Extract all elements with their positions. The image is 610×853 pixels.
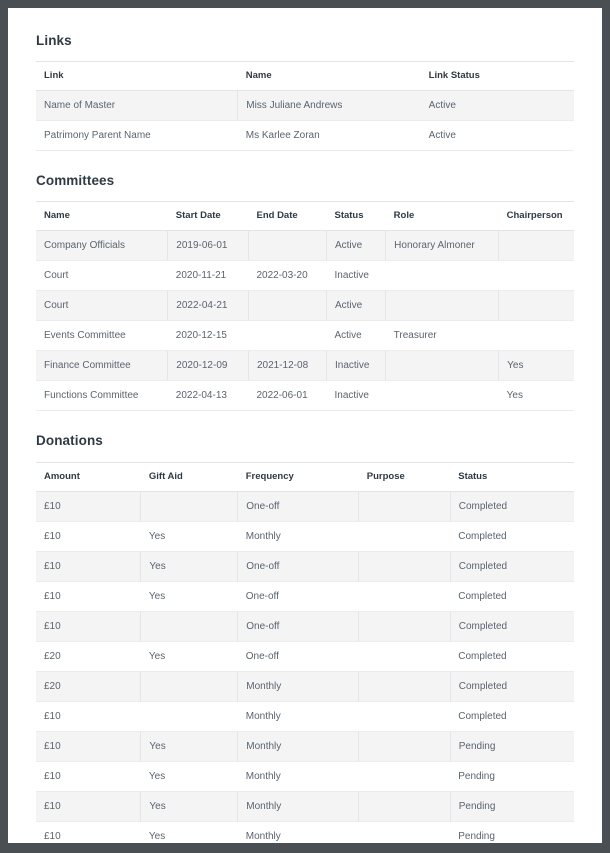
- table-row[interactable]: [36, 121, 574, 151]
- committees-table: [36, 201, 574, 411]
- cell-start-date: 2020-12-09: [168, 351, 249, 381]
- column-header-gift-aid: Gift Aid: [141, 462, 238, 491]
- cell-frequency: Monthly: [238, 761, 359, 791]
- cell-chairperson: [499, 231, 574, 261]
- cell-frequency: One-off: [238, 581, 359, 611]
- cell-role: [386, 351, 499, 381]
- column-header-link: Link: [36, 62, 238, 91]
- table-row[interactable]: [36, 671, 574, 701]
- cell-purpose: [359, 581, 450, 611]
- cell-frequency: One-off: [238, 641, 359, 671]
- cell-status: Pending: [450, 731, 574, 761]
- cell-chairperson: [499, 321, 574, 351]
- cell-amount: £10: [36, 551, 141, 581]
- table-row[interactable]: [36, 821, 574, 843]
- column-header-chairperson: Chairperson: [499, 202, 574, 231]
- cell-amount: £20: [36, 671, 141, 701]
- section-committees: [36, 173, 574, 411]
- cell-purpose: [359, 701, 450, 731]
- cell-status: Inactive: [326, 351, 385, 381]
- cell-status: Inactive: [326, 261, 385, 291]
- table-row[interactable]: [36, 291, 574, 321]
- column-header-end-date: End Date: [248, 202, 326, 231]
- links-table-header: [36, 62, 574, 91]
- cell-frequency: One-off: [238, 491, 359, 521]
- donations-table: [36, 462, 574, 843]
- cell-start-date: 2022-04-13: [168, 381, 249, 411]
- cell-chairperson: [499, 291, 574, 321]
- column-header-name: Name: [36, 202, 168, 231]
- cell-frequency: Monthly: [238, 701, 359, 731]
- cell-role: [386, 291, 499, 321]
- cell-chairperson: [499, 261, 574, 291]
- cell-gift-aid: [141, 701, 238, 731]
- cell-status: Pending: [450, 791, 574, 821]
- cell-end-date: 2022-06-01: [248, 381, 326, 411]
- cell-purpose: [359, 611, 450, 641]
- cell-gift-aid: [141, 611, 238, 641]
- cell-gift-aid: Yes: [141, 551, 238, 581]
- cell-status: Completed: [450, 581, 574, 611]
- cell-amount: £10: [36, 521, 141, 551]
- cell-end-date: [248, 321, 326, 351]
- cell-gift-aid: Yes: [141, 731, 238, 761]
- column-header-start-date: Start Date: [168, 202, 249, 231]
- table-row[interactable]: [36, 381, 574, 411]
- cell-frequency: Monthly: [238, 821, 359, 843]
- cell-name: Company Officials: [36, 231, 168, 261]
- cell-status: Completed: [450, 551, 574, 581]
- cell-role: Treasurer: [386, 321, 499, 351]
- cell-frequency: One-off: [238, 611, 359, 641]
- cell-end-date: [248, 291, 326, 321]
- cell-frequency: Monthly: [238, 791, 359, 821]
- cell-status: Active: [326, 231, 385, 261]
- table-header-row: [36, 62, 574, 91]
- cell-name: Finance Committee: [36, 351, 168, 381]
- cell-purpose: [359, 731, 450, 761]
- cell-name: Ms Karlee Zoran: [238, 121, 421, 151]
- column-header-role: Role: [386, 202, 499, 231]
- links-table: [36, 61, 574, 151]
- section-title-donations: Donations: [36, 433, 103, 449]
- column-header-purpose: Purpose: [359, 462, 450, 491]
- cell-purpose: [359, 491, 450, 521]
- cell-status: Active: [326, 321, 385, 351]
- cell-amount: £10: [36, 581, 141, 611]
- cell-frequency: Monthly: [238, 521, 359, 551]
- cell-gift-aid: Yes: [141, 581, 238, 611]
- table-row[interactable]: [36, 351, 574, 381]
- cell-purpose: [359, 791, 450, 821]
- section-links: [36, 33, 574, 151]
- cell-amount: £10: [36, 611, 141, 641]
- cell-frequency: Monthly: [238, 731, 359, 761]
- cell-link: Patrimony Parent Name: [36, 121, 238, 151]
- donations-table-header: [36, 462, 574, 491]
- cell-role: [386, 261, 499, 291]
- cell-name: Events Committee: [36, 321, 168, 351]
- table-row[interactable]: [36, 261, 574, 291]
- column-header-status: Status: [450, 462, 574, 491]
- section-title-committees: Committees: [36, 173, 115, 189]
- table-header-row: [36, 462, 574, 491]
- cell-end-date: 2021-12-08: [248, 351, 326, 381]
- column-header-frequency: Frequency: [238, 462, 359, 491]
- cell-amount: £10: [36, 791, 141, 821]
- cell-start-date: 2020-11-21: [168, 261, 249, 291]
- cell-amount: £10: [36, 761, 141, 791]
- cell-frequency: Monthly: [238, 671, 359, 701]
- cell-purpose: [359, 641, 450, 671]
- cell-name: Court: [36, 261, 168, 291]
- table-row[interactable]: [36, 581, 574, 611]
- table-row[interactable]: [36, 491, 574, 521]
- cell-status: Completed: [450, 611, 574, 641]
- cell-link-status: Active: [421, 121, 574, 151]
- cell-gift-aid: Yes: [141, 641, 238, 671]
- section-title-links: Links: [36, 33, 72, 48]
- table-row[interactable]: [36, 701, 574, 731]
- cell-status: Completed: [450, 521, 574, 551]
- cell-name: Functions Committee: [36, 381, 168, 411]
- table-row[interactable]: [36, 791, 574, 821]
- donations-table-body: [36, 491, 574, 843]
- table-row[interactable]: [36, 551, 574, 581]
- cell-start-date: 2019-06-01: [168, 231, 249, 261]
- cell-gift-aid: [141, 491, 238, 521]
- section-donations: [36, 433, 574, 843]
- cell-purpose: [359, 551, 450, 581]
- cell-link-status: Active: [421, 91, 574, 121]
- cell-gift-aid: Yes: [141, 521, 238, 551]
- cell-name: Court: [36, 291, 168, 321]
- cell-end-date: [248, 231, 326, 261]
- cell-status: Inactive: [326, 381, 385, 411]
- cell-chairperson: Yes: [499, 351, 574, 381]
- column-header-link-status: Link Status: [421, 62, 574, 91]
- table-row[interactable]: [36, 91, 574, 121]
- cell-purpose: [359, 521, 450, 551]
- cell-status: Completed: [450, 491, 574, 521]
- cell-amount: £10: [36, 731, 141, 761]
- committees-table-header: [36, 202, 574, 231]
- column-header-name: Name: [238, 62, 421, 91]
- cell-start-date: 2020-12-15: [168, 321, 249, 351]
- table-row[interactable]: [36, 231, 574, 261]
- cell-status: Pending: [450, 761, 574, 791]
- cell-chairperson: Yes: [499, 381, 574, 411]
- cell-gift-aid: Yes: [141, 791, 238, 821]
- cell-status: Active: [326, 291, 385, 321]
- cell-name: Miss Juliane Andrews: [238, 91, 421, 121]
- cell-status: Completed: [450, 671, 574, 701]
- page-canvas: [8, 8, 602, 843]
- committees-table-body: [36, 231, 574, 411]
- cell-purpose: [359, 761, 450, 791]
- cell-status: Completed: [450, 701, 574, 731]
- links-table-body: [36, 91, 574, 151]
- cell-status: Pending: [450, 821, 574, 843]
- table-row[interactable]: [36, 731, 574, 761]
- cell-status: Completed: [450, 641, 574, 671]
- table-header-row: [36, 202, 574, 231]
- content-area: [8, 8, 602, 843]
- cell-role: Honorary Almoner: [386, 231, 499, 261]
- cell-link: Name of Master: [36, 91, 238, 121]
- cell-frequency: One-off: [238, 551, 359, 581]
- table-row[interactable]: [36, 521, 574, 551]
- cell-amount: £10: [36, 491, 141, 521]
- cell-end-date: 2022-03-20: [248, 261, 326, 291]
- table-row[interactable]: [36, 641, 574, 671]
- cell-gift-aid: Yes: [141, 821, 238, 843]
- cell-amount: £10: [36, 821, 141, 843]
- table-row[interactable]: [36, 321, 574, 351]
- cell-amount: £20: [36, 641, 141, 671]
- cell-start-date: 2022-04-21: [168, 291, 249, 321]
- column-header-status: Status: [326, 202, 385, 231]
- cell-purpose: [359, 671, 450, 701]
- cell-gift-aid: Yes: [141, 761, 238, 791]
- cell-role: [386, 381, 499, 411]
- cell-purpose: [359, 821, 450, 843]
- cell-gift-aid: [141, 671, 238, 701]
- table-row[interactable]: [36, 761, 574, 791]
- column-header-amount: Amount: [36, 462, 141, 491]
- table-row[interactable]: [36, 611, 574, 641]
- cell-amount: £10: [36, 701, 141, 731]
